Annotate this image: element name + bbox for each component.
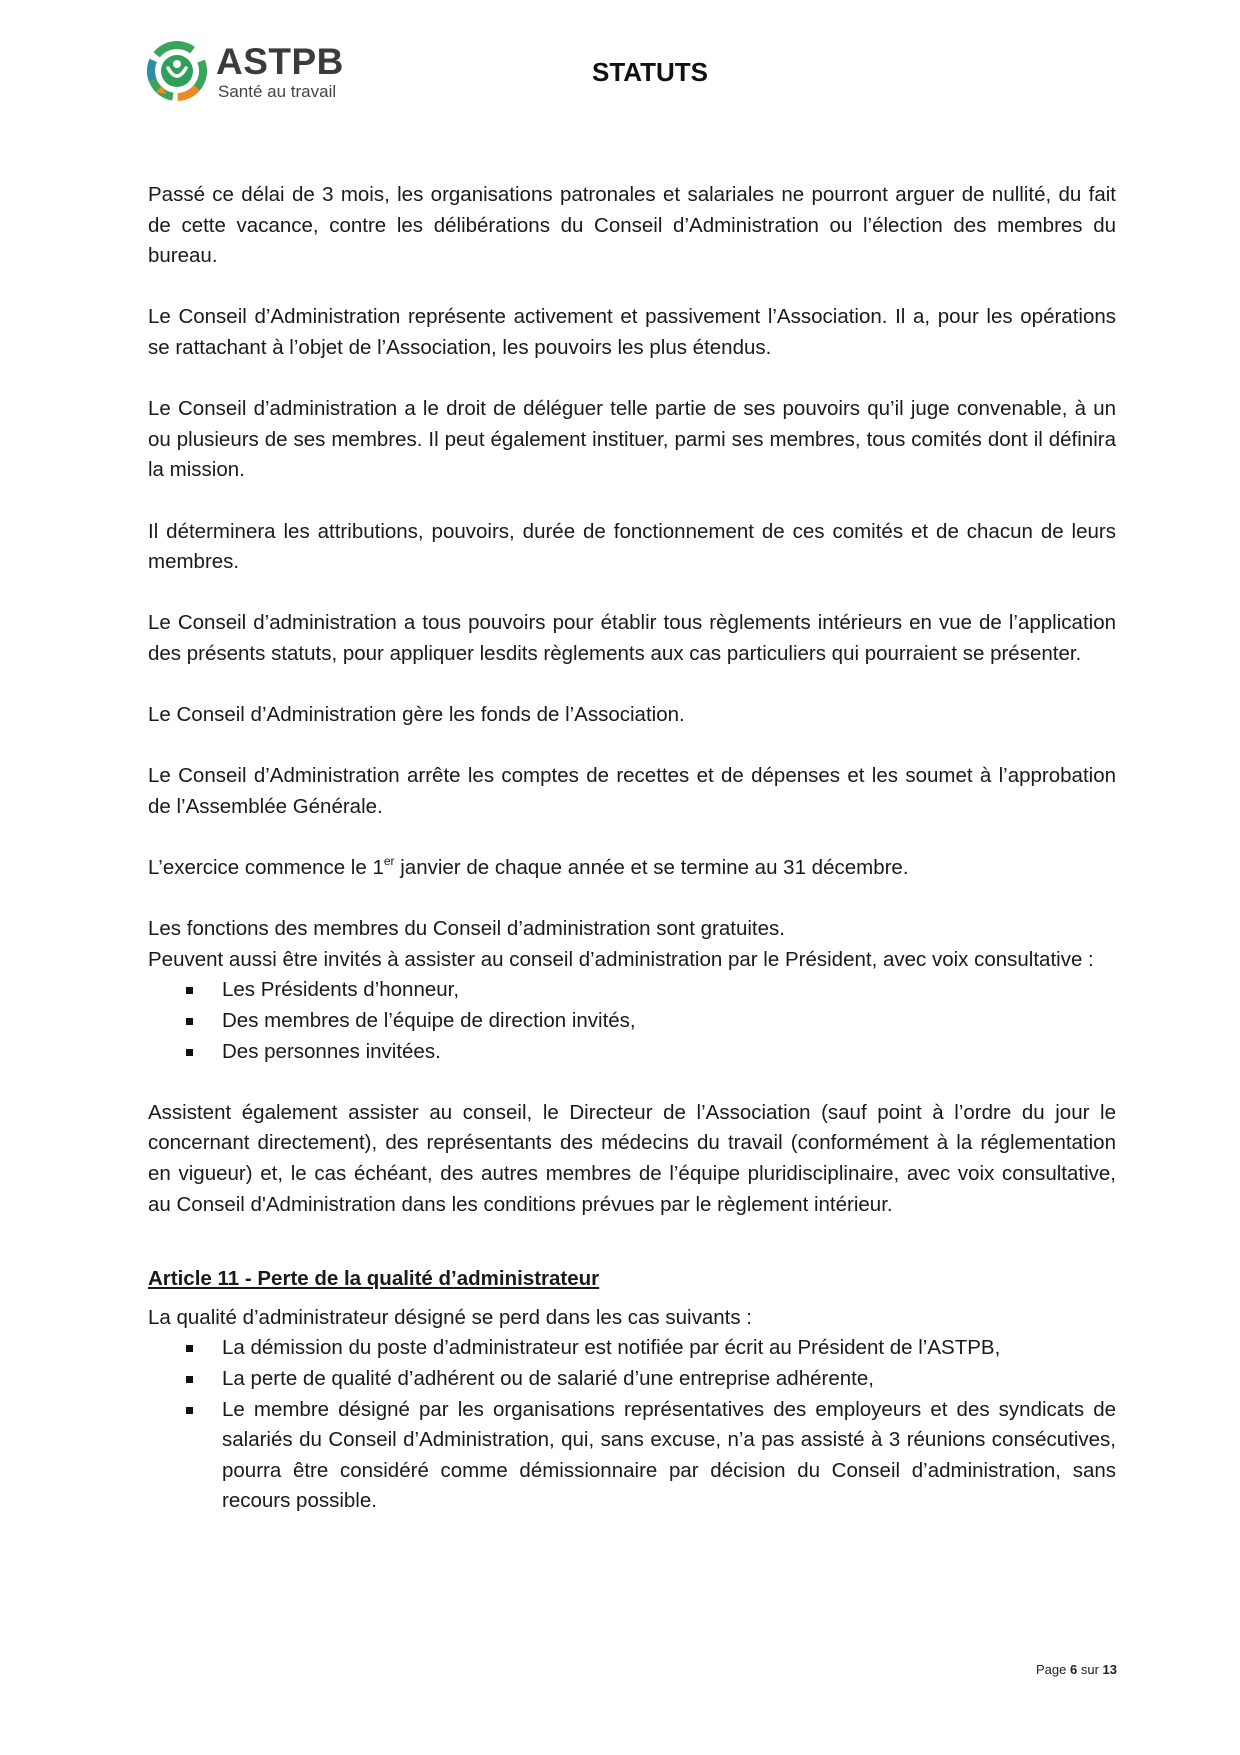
- square-bullet-icon: [186, 1345, 193, 1352]
- exercice-paragraph: [148, 853, 1116, 884]
- square-bullet-icon: [186, 1049, 193, 1056]
- paragraph: Le Conseil d’administration a le droit de déléguer telle partie de ses pouvoirs qu’il juge convenable, à un ou plusieurs de ses membres. Il peut également instituer, parmi ses membres, tous comités dont il définira la mission.: [148, 397, 1116, 482]
- astpb-logo-icon: [146, 40, 208, 102]
- article-11-intro: La qualité d’administrateur désigné se perd dans les cas suivants :: [148, 1305, 752, 1329]
- document-title: STATUTS: [591, 57, 709, 87]
- exercice-superscript: er: [383, 854, 395, 869]
- page-footer: [1036, 1662, 1117, 1677]
- logo-tagline: Santé au travail: [218, 82, 337, 101]
- article-11-list: [148, 1333, 1116, 1517]
- square-bullet-icon: [186, 1018, 193, 1025]
- list-item-text: La perte de qualité d’adhérent ou de salarié d’une entreprise adhérente,: [222, 1366, 874, 1390]
- sur-label: sur: [1080, 1662, 1099, 1677]
- list-item: [148, 1364, 1116, 1395]
- article-11-heading: Article 11 - Perte de la qualité d’administrateur: [148, 1267, 600, 1291]
- paragraph: Le Conseil d’Administration gère les fonds de l’Association.: [148, 703, 685, 727]
- square-bullet-icon: [186, 1376, 193, 1383]
- document-body: [148, 180, 1116, 1517]
- page-number: 6: [1069, 1662, 1078, 1677]
- list-item-text: Des membres de l’équipe de direction invités,: [222, 1009, 636, 1033]
- square-bullet-icon: [186, 1407, 193, 1414]
- list-item: [148, 1037, 1116, 1068]
- fonctions-paragraph: Les fonctions des membres du Conseil d’administration sont gratuites.: [148, 917, 785, 941]
- paragraph: Passé ce délai de 3 mois, les organisations patronales et salariales ne pourront arguer de nullité, du fait de cette vacance, contre les délibérations du Conseil d’Administration ou l’élection des membres du bureau.: [148, 183, 1116, 268]
- list-item-text: Des personnes invitées.: [222, 1039, 441, 1063]
- list-item-text: Le membre désigné par les organisations représentatives des employeurs et des syndicats de salariés du Conseil d’Administration, qui, sans excuse, n’a pas assisté à 3 réunions consécutives, pourra être considéré comme démissionnaire par décision du Conseil d’administration, sans recours possible.: [222, 1397, 1116, 1513]
- exercice-text-end: janvier de chaque année et se termine au 31 décembre.: [394, 856, 909, 880]
- page-label: Page: [1035, 1662, 1067, 1677]
- paragraph: Le Conseil d’Administration arrête les comptes de recettes et de dépenses et les soumet à l’approbation de l’Assemblée Générale.: [148, 764, 1116, 818]
- list-item-text: La démission du poste d’administrateur est notifiée par écrit au Président de l’ASTPB,: [222, 1336, 1001, 1360]
- paragraph: Il déterminera les attributions, pouvoirs, durée de fonctionnement de ces comités et de chacun de leurs membres.: [148, 519, 1116, 574]
- logo-name: ASTPB: [216, 41, 344, 82]
- list-item: [148, 1006, 1116, 1037]
- page-total: 13: [1102, 1662, 1117, 1677]
- square-bullet-icon: [186, 987, 193, 994]
- invites-list: [148, 975, 1116, 1067]
- list-item-text: Les Présidents d’honneur,: [222, 978, 460, 1002]
- list-item: [148, 975, 1116, 1006]
- paragraph: Le Conseil d’Administration représente activement et passivement l’Association. Il a, pour les opérations se rattachant à l’objet de l’Association, les pouvoirs les plus étendus.: [148, 305, 1116, 359]
- list-item: [148, 1395, 1116, 1517]
- assistent-paragraph: Assistent également assister au conseil, le Directeur de l’Association (sauf point à l’ordre du jour le concernant directement), des représentants des médecins du travail (conformément à la réglementation en vigueur) et, le cas échéant, des autres membres de l’équipe pluridisciplinaire, avec voix consultative, au Conseil d'Administration dans les conditions prévues par le règlement intérieur.: [148, 1100, 1116, 1216]
- exercice-text-start: L’exercice commence le 1: [148, 856, 384, 880]
- paragraph: Le Conseil d’administration a tous pouvoirs pour établir tous règlements intérieurs en vue de l’application des présents statuts, pour appliquer lesdits règlements aux cas particuliers qui pourraient se présenter.: [148, 611, 1116, 665]
- astpb-logo: [146, 40, 386, 102]
- invites-intro: Peuvent aussi être invités à assister au conseil d’administration par le Président, avec voix consultative :: [148, 947, 1094, 971]
- list-item: [148, 1333, 1116, 1364]
